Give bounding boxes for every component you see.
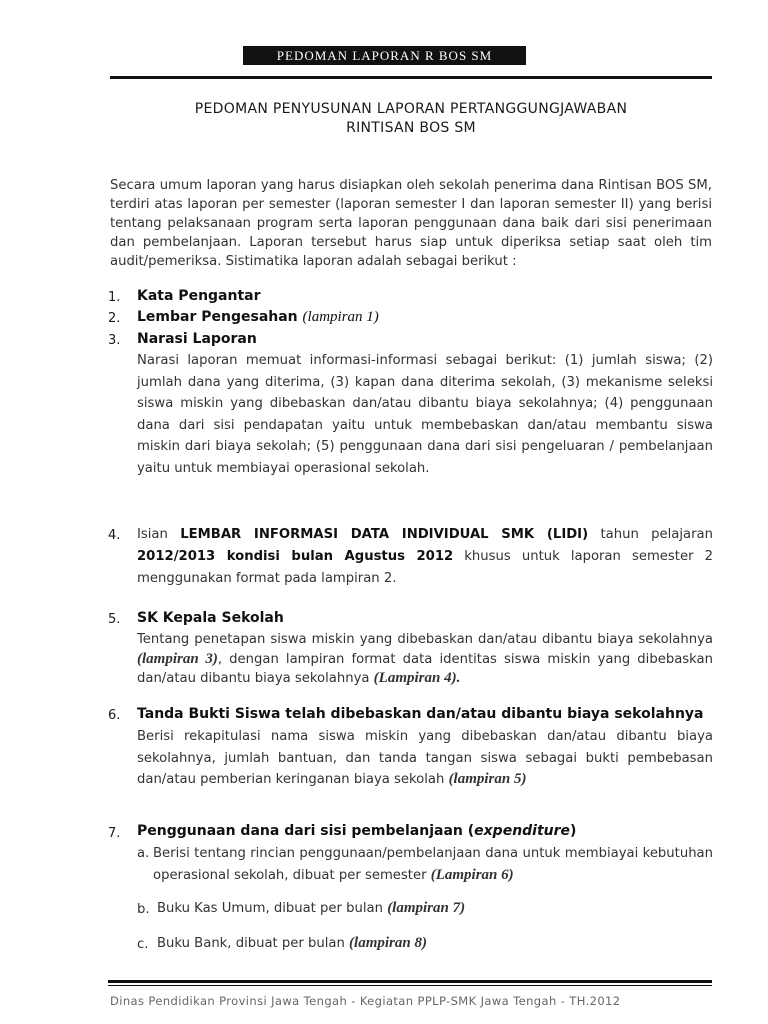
item-body bbox=[137, 726, 713, 791]
text-segment: Tentang penetapan siswa miskin yang dibebaskan dan/atau dibantu biaya sekolahnya bbox=[137, 632, 713, 647]
item-number: 4. bbox=[108, 528, 121, 543]
footer-rule-thick bbox=[108, 980, 712, 983]
item-heading-italic: expenditure bbox=[474, 823, 571, 839]
attachment-reference: (lampiran 7) bbox=[387, 900, 466, 916]
item-number: 1. bbox=[108, 290, 121, 305]
item-number: 5. bbox=[108, 612, 121, 627]
document-title-line2: RINTISAN BOS SM bbox=[346, 120, 476, 136]
attachment-reference: (Lampiran 4). bbox=[373, 670, 461, 686]
text-segment: Isian bbox=[137, 527, 168, 542]
item-heading: Penggunaan dana dari sisi pembelanjaan ( bbox=[137, 823, 475, 839]
page-footer: Dinas Pendidikan Provinsi Jawa Tengah - Kegiatan PPLP-SMK Jawa Tengah - TH.2012 bbox=[110, 994, 621, 1008]
item-heading: SK Kepala Sekolah bbox=[137, 610, 284, 626]
text-segment: Berisi rekapitulasi nama siswa miskin yang dibebaskan dan/atau dibantu biaya sekolahnya, jumlah bantuan, dan tanda tangan siswa sebagai bukti pembebasan dan/atau pemberian keringanan biaya sekolah bbox=[137, 729, 713, 787]
text-emphasis: LEMBAR INFORMASI DATA INDIVIDUAL SMK (LIDI) bbox=[180, 527, 589, 542]
sub-item-label: c. bbox=[137, 937, 149, 952]
item-heading-wrap bbox=[137, 823, 576, 839]
item-number: 3. bbox=[108, 333, 121, 348]
footer-rule-thin bbox=[108, 985, 712, 986]
text-segment: Buku Kas Umum, dibuat per bulan bbox=[157, 901, 383, 916]
text-segment: menggunakan format pada lampiran 2. bbox=[137, 571, 397, 586]
text-segment: khusus untuk laporan semester 2 bbox=[464, 549, 713, 564]
item-heading: Lembar Pengesahan bbox=[137, 309, 298, 325]
item-heading: Kata Pengantar bbox=[137, 288, 261, 304]
sub-item-body bbox=[157, 900, 465, 917]
item-number: 2. bbox=[108, 311, 121, 326]
item-heading-wrap bbox=[137, 309, 379, 326]
text-segment: Berisi tentang rincian penggunaan/pembelanjaan dana untuk membiayai kebutuhan operasional sekolah, dibuat per semester bbox=[153, 846, 713, 883]
attachment-reference: (lampiran 3) bbox=[137, 650, 218, 667]
item-number: 7. bbox=[108, 826, 121, 841]
text-emphasis: 2012/2013 kondisi bulan Agustus 2012 bbox=[137, 549, 454, 564]
sub-item-body bbox=[157, 935, 427, 952]
attachment-reference: (Lampiran 6) bbox=[430, 866, 514, 883]
header-title-box: PEDOMAN LAPORAN R BOS SM bbox=[243, 46, 526, 65]
sub-item-body bbox=[153, 843, 713, 886]
header-rule bbox=[110, 76, 712, 79]
item-heading: Tanda Bukti Siswa telah dibebaskan dan/atau dibantu biaya sekolahnya bbox=[137, 706, 704, 722]
attachment-reference: (lampiran 5) bbox=[448, 771, 527, 787]
item-number: 6. bbox=[108, 708, 121, 723]
sub-item-label: b. bbox=[137, 902, 150, 917]
item-heading: Narasi Laporan bbox=[137, 331, 257, 347]
text-segment: Buku Bank, dibuat per bulan bbox=[157, 936, 345, 951]
item-body bbox=[137, 630, 713, 689]
sub-item-label: a. bbox=[137, 846, 150, 861]
text-segment: tahun pelajaran bbox=[600, 527, 713, 542]
item-body-lidi bbox=[137, 524, 713, 590]
document-title-line1: PEDOMAN PENYUSUNAN LAPORAN PERTANGGUNGJAWABAN bbox=[194, 101, 628, 117]
attachment-reference: (lampiran 1) bbox=[302, 309, 379, 325]
attachment-reference: (lampiran 8) bbox=[349, 935, 427, 951]
item-heading-close: ) bbox=[570, 823, 577, 839]
intro-paragraph: Secara umum laporan yang harus disiapkan oleh sekolah penerima dana Rintisan BOS SM, terdiri atas laporan per semester (laporan semester I dan laporan semester II) yang berisi tentang pelaksanaan program serta laporan penggunaan dana baik dari sisi penerimaan dan pembelanjaan. Laporan tersebut harus siap untuk diperiksa setiap saat oleh tim audit/pemeriksa. Sistimatika laporan adalah sebagai berikut : bbox=[110, 178, 712, 269]
item-body: Narasi laporan memuat informasi-informasi sebagai berikut: (1) jumlah siswa; (2) jumlah dana yang diterima, (3) kapan dana diterima sekolah, (3) mekanisme seleksi siswa miskin yang dibebaskan dan/atau dibantu biaya sekolahnya; (4) penggunaan dana dari sisi pendapatan yaitu untuk membebaskan dan/atau membantu siswa miskin dari biaya sekolah; (5) penggunaan dana dari sisi pengeluaran / pembelanjaan yaitu untuk membiayai operasional sekolah. bbox=[137, 353, 713, 476]
text-segment: , dengan lampiran format data identitas siswa miskin yang dibebaskan dan/atau dibantu biaya sekolahnya bbox=[137, 651, 713, 686]
